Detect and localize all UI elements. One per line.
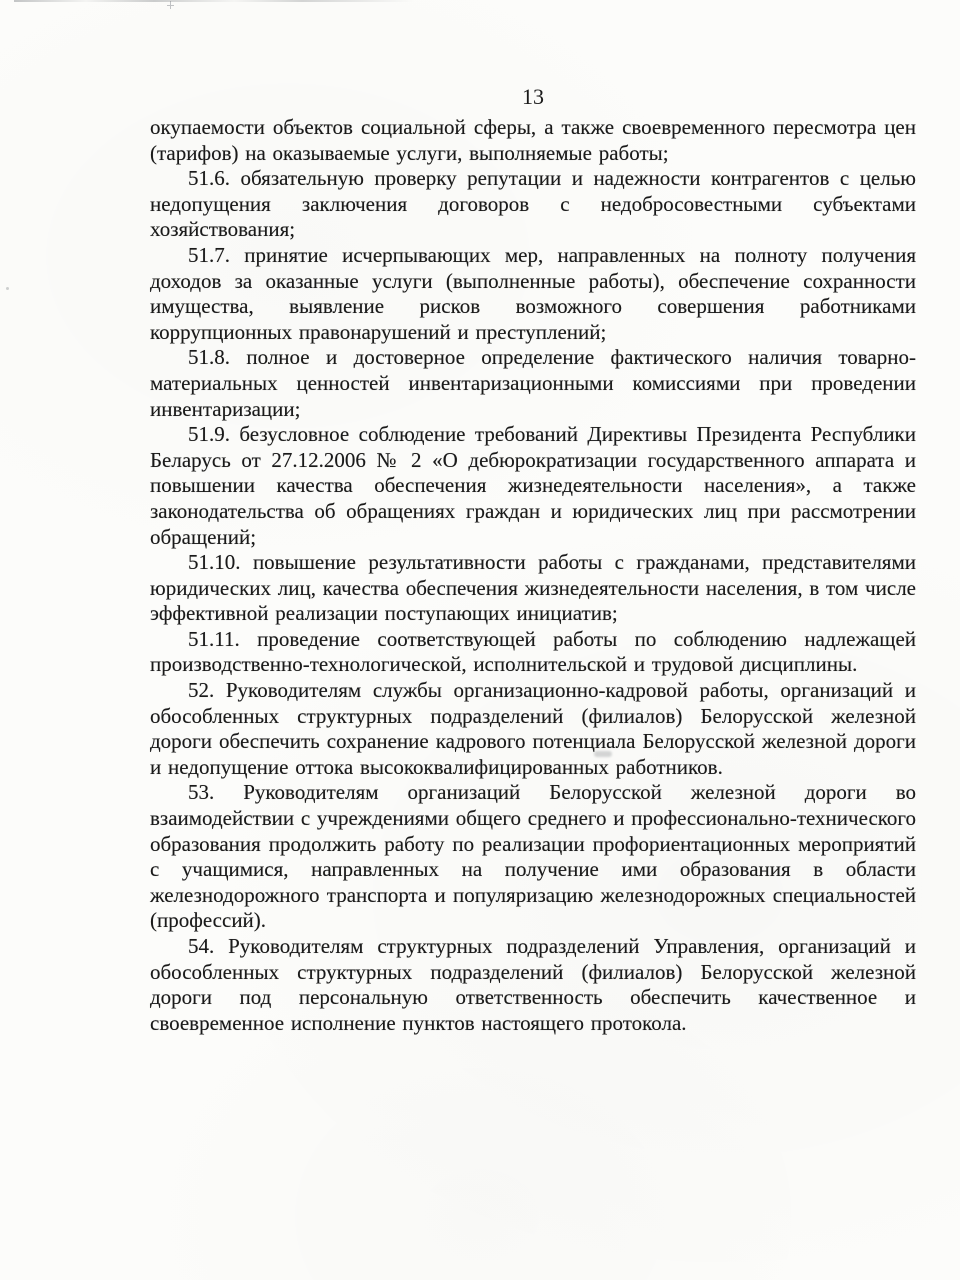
- scan-artifact-cross-mark: [167, 1, 174, 9]
- paragraph-51-9: 51.9. безусловное соблюдение требований Директивы Президента Республики Беларусь от 27.12.2006 № 2 «О дебюрократизации государственного аппарата и повышении качества обеспечения жизнедеятельности населения», а также законодательства об обращениях граждан и юридических лиц при рассмотрении обращений;: [150, 422, 916, 549]
- paragraph-52: 52. Руководителям службы организационно-кадровой работы, организаций и обособленных структурных подразделений (филиалов) Белорусской железной дороги обеспечить сохранение кадрового потенциала Белорусской железной дороги и недопущение оттока высококвалифицированных работников.: [150, 678, 916, 779]
- paragraph-51-11: 51.11. проведение соответствующей работы по соблюдению надлежащей производственно-технологической, исполнительской и трудовой дисциплины.: [150, 626, 916, 677]
- paragraph-51-7: 51.7. принятие исчерпывающих мер, направленных на полноту получения доходов за оказанные услуги (выполненные работы), обеспечение сохранности имущества, выявление рисков возможного совершения работниками коррупционных правонарушений и преступлений;: [150, 242, 916, 344]
- paragraph-54: 54. Руководителям структурных подразделений Управления, организаций и обособленных структурных подразделений (филиалов) Белорусской железной дороги под персональную ответственность обеспечить качественное и своевременное исполнение пунктов настоящего протокола.: [150, 934, 916, 1035]
- paragraph-continuation: окупаемости объектов социальной сферы, а также своевременного пересмотра цен (тарифов) на оказываемые услуги, выполняемые работы;: [150, 115, 916, 165]
- paragraph-51-10: 51.10. повышение результативности работы с гражданами, представителями юридических лиц, качества обеспечения жизнедеятельности населения, в том числе эффективной реализации поступающих инициатив;: [150, 550, 916, 626]
- scan-artifact-top-edge-line: [14, 0, 414, 2]
- page-number: 13: [522, 84, 544, 109]
- paragraph-51-8: 51.8. полное и достоверное определение фактического наличия товарно-материальных ценностей инвентаризационными комиссиями при проведении инвентаризации;: [150, 345, 916, 421]
- paragraph-53: 53. Руководителям организаций Белорусской железной дороги во взаимодействии с учреждениями общего среднего и профессионально-технического образования продолжить работу по реализации профориентационных мероприятий с учащимися, направленных на получение ими образования в области железнодорожного транспорта и популяризацию железнодорожных специальностей (профессий).: [150, 780, 916, 933]
- paragraph-51-6: 51.6. обязательную проверку репутации и надежности контрагентов с целью недопущения заключения договоров с недобросовестными субъектами хозяйствования;: [150, 166, 916, 242]
- document-body: [150, 115, 916, 1036]
- scan-artifact-speck: [6, 287, 9, 290]
